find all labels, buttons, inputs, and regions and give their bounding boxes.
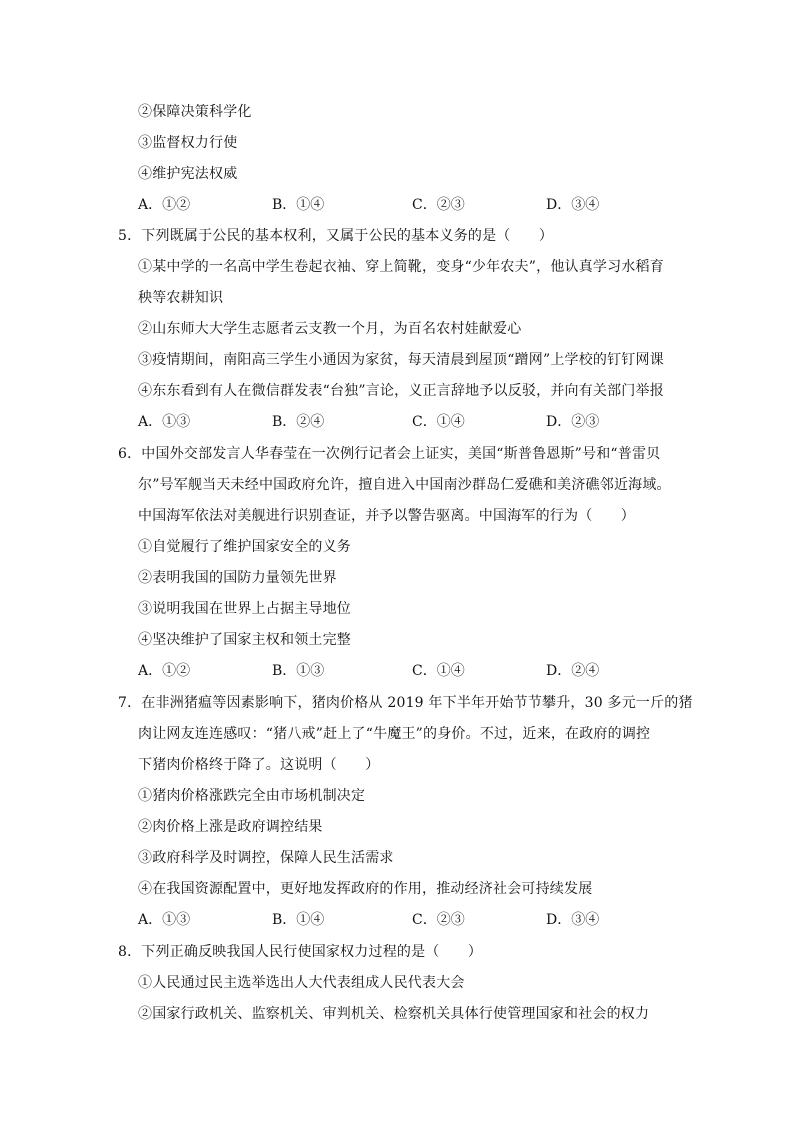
q6-stem-line-2: 尔”号军舰当天未经中国政府允许，擅自进入中国南沙群岛仁爱礁和美济礁邻近海域。: [138, 477, 671, 493]
q8-stem: 8．下列正确反映我国人民行使国家权力过程的是（ ）: [118, 944, 483, 960]
prev-answer-a: A．①②: [138, 197, 191, 213]
q7-option-2: ②肉价格上涨是政府调控结果: [138, 819, 323, 835]
q6-answer-d: D．②④: [546, 663, 600, 679]
q7-option-3: ③政府科学及时调控，保障人民生活需求: [138, 850, 394, 866]
q7-option-1: ①猪肉价格涨跌完全由市场机制决定: [138, 788, 366, 804]
q5-option-2: ②山东师大大学生志愿者云支教一个月，为百名农村娃献爱心: [138, 321, 522, 337]
q5-option-3: ③疫情期间，南阳高三学生小通因为家贫，每天清晨到屋顶“蹭网”上学校的钉钉网课: [138, 352, 664, 368]
q5-stem: 5．下列既属于公民的基本权利，又属于公民的基本义务的是（ ）: [118, 228, 554, 244]
q6-option-1: ①自觉履行了维护国家安全的义务: [138, 539, 351, 555]
q6-option-2: ②表明我国的国防力量领先世界: [138, 570, 337, 586]
q6-answer-c: C．①④: [412, 663, 465, 679]
q8-option-1: ①人民通过民主选举选出人大代表组成人民代表大会: [138, 975, 465, 991]
prev-answer-d: D．③④: [546, 197, 600, 213]
prev-answer-c: C．②③: [412, 197, 465, 213]
q5-option-1: ①某中学的一名高中学生卷起衣袖、穿上简靴，变身“少年农夫”，他认真学习水稻育: [138, 259, 664, 275]
prev-answer-b: B．①④: [272, 197, 325, 213]
q5-answer-a: A．①③: [138, 414, 191, 430]
q7-stem-line-3: 下猪肉价格终于降了。这说明（ ）: [138, 757, 380, 773]
q8-option-2: ②国家行政机关、监察机关、审判机关、检察机关具体行使管理国家和社会的权力: [138, 1006, 650, 1022]
q6-stem-line-1: 6．中国外交部发言人华春莹在一次例行记者会上证实，美国“斯普鲁恩斯”号和“普雷贝: [118, 446, 661, 462]
q5-answer-c: C．①④: [412, 414, 465, 430]
prev-option-2: ②保障决策科学化: [138, 104, 252, 120]
q6-stem-line-3: 中国海军依法对美舰进行识别查证，并予以警告驱离。中国海军的行为（ ）: [138, 508, 635, 524]
q7-answer-c: C．②③: [412, 912, 465, 928]
q6-option-4: ④坚决维护了国家主权和领土完整: [138, 632, 351, 648]
q6-answer-a: A．①②: [138, 663, 191, 679]
prev-option-3: ③监督权力行使: [138, 135, 238, 151]
q7-stem-line-2: 肉让网友连连感叹：“猪八戒”赶上了“牛魔王”的身价。不过，近来，在政府的调控: [138, 726, 651, 742]
q7-option-4: ④在我国资源配置中，更好地发挥政府的作用，推动经济社会可持续发展: [138, 881, 593, 897]
q7-answer-row: [0, 910, 794, 930]
q6-answer-b: B．①③: [272, 663, 325, 679]
q6-answer-row: [0, 661, 794, 681]
prev-option-4: ④维护宪法权威: [138, 166, 238, 182]
prev-answer-row: [0, 195, 794, 215]
q7-answer-b: B．①④: [272, 912, 325, 928]
q5-option-4: ④东东看到有人在微信群发表“台独”言论，义正言辞地予以反驳，并向有关部门举报: [138, 383, 664, 399]
q5-answer-row: [0, 412, 794, 432]
q5-answer-d: D．②③: [546, 414, 600, 430]
q5-option-1-cont: 秧等农耕知识: [138, 290, 224, 306]
q7-stem-line-1: 7．在非洲猪瘟等因素影响下，猪肉价格从 2019 年下半年开始节节攀升，30 多元一斤的猪: [118, 695, 693, 711]
q5-answer-b: B．②④: [272, 414, 325, 430]
q7-answer-a: A．①③: [138, 912, 191, 928]
q7-answer-d: D．③④: [546, 912, 600, 928]
q6-option-3: ③说明我国在世界上占据主导地位: [138, 601, 351, 617]
